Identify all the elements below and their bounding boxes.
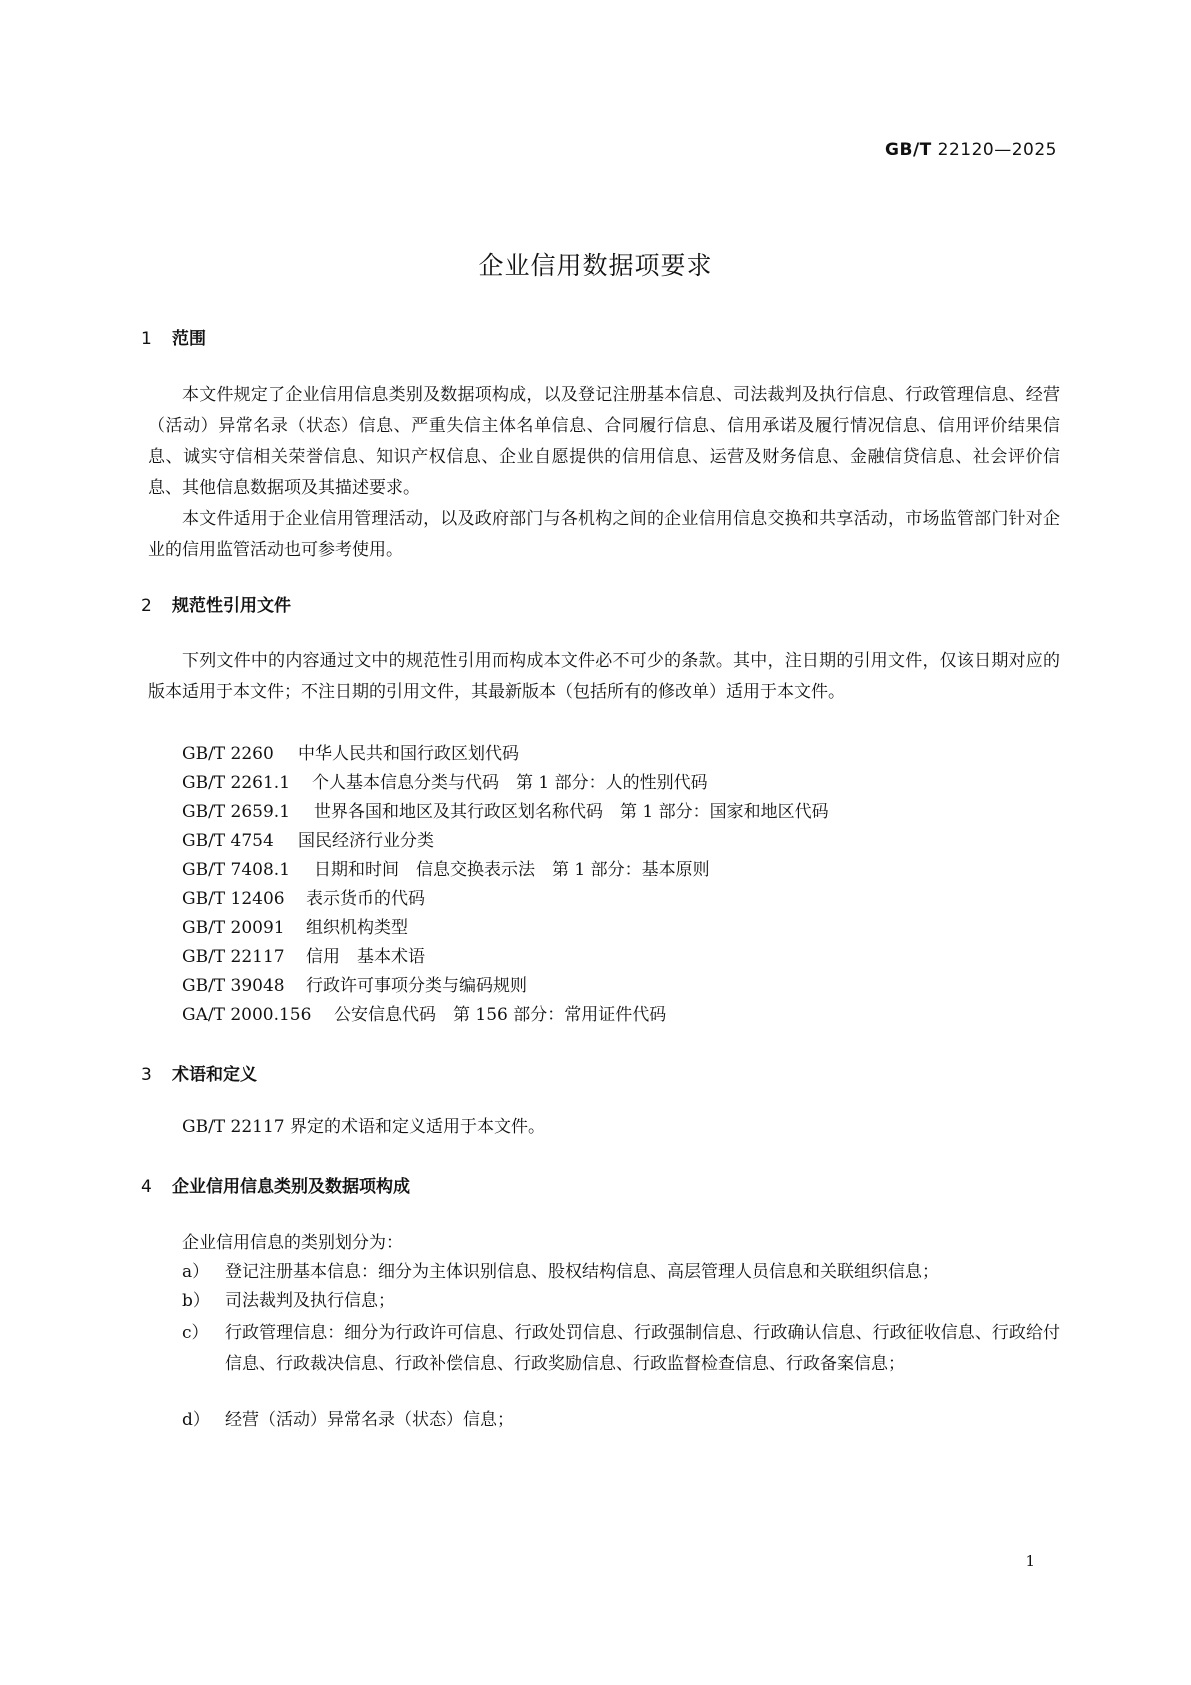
list-item	[182, 1286, 1060, 1317]
section-number: 2	[141, 596, 152, 616]
section-4-paragraph-1: 企业信用信息的类别划分为：	[182, 1233, 403, 1253]
section-3-heading	[141, 1060, 257, 1085]
standard-code	[885, 140, 1057, 160]
page-number: 1	[1025, 1552, 1035, 1570]
list-marker: b）	[182, 1291, 210, 1311]
reference-code: GB/T 22117	[182, 947, 285, 967]
section-1-paragraph-2: 本文件适用于企业信用管理活动，以及政府部门与各机构之间的企业信用信息交换和共享活动，市场监管部门针对企业的信用监管活动也可参考使用。	[148, 509, 1060, 560]
section-number: 4	[141, 1177, 152, 1197]
reference-item	[182, 913, 408, 944]
reference-code: GB/T 39048	[182, 976, 285, 996]
section-4-heading	[141, 1172, 410, 1197]
reference-item	[182, 884, 425, 915]
list-item	[182, 1318, 1060, 1380]
reference-item	[182, 942, 425, 973]
reference-title: 日期和时间 信息交换表示法 第 1 部分：基本原则	[314, 860, 710, 880]
reference-item	[182, 739, 519, 770]
reference-title: 组织机构类型	[306, 918, 408, 938]
reference-code: GB/T 2260	[182, 744, 274, 764]
reference-title: 世界各国和地区及其行政区划名称代码 第 1 部分：国家和地区代码	[314, 802, 829, 822]
reference-title: 公安信息代码 第 156 部分：常用证件代码	[334, 1005, 667, 1025]
reference-title: 国民经济行业分类	[298, 831, 434, 851]
standard-code-number: 22120—2025	[937, 140, 1057, 160]
list-marker: d）	[182, 1410, 210, 1430]
list-item	[182, 1405, 1060, 1436]
section-2-paragraph-1: 下列文件中的内容通过文中的规范性引用而构成本文件必不可少的条款。其中，注日期的引用文件，仅该日期对应的版本适用于本文件；不注日期的引用文件，其最新版本（包括所有的修改单）适用于本文件。	[148, 651, 1060, 702]
section-title: 术语和定义	[172, 1065, 257, 1085]
reference-item	[182, 971, 527, 1002]
reference-code: GB/T 2261.1	[182, 773, 291, 793]
reference-item	[182, 855, 710, 886]
section-2-heading	[141, 591, 291, 616]
list-marker: a）	[182, 1262, 210, 1282]
section-title: 企业信用信息类别及数据项构成	[172, 1177, 410, 1197]
list-item-text: 登记注册基本信息：细分为主体识别信息、股权结构信息、高层管理人员信息和关联组织信息；	[225, 1262, 939, 1282]
reference-item	[182, 797, 829, 828]
section-title: 范围	[172, 329, 206, 349]
list-marker: c）	[182, 1323, 209, 1343]
section-1-paragraph-1: 本文件规定了企业信用信息类别及数据项构成，以及登记注册基本信息、司法裁判及执行信息、行政管理信息、经营（活动）异常名录（状态）信息、严重失信主体名单信息、合同履行信息、信用承诺及履行情况信息、信用评价结果信息、诚实守信相关荣誉信息、知识产权信息、企业自愿提供的信用信息、运营及财务信息、金融信贷信息、社会评价信息、其他信息数据项及其描述要求。	[148, 385, 1060, 498]
list-item-text: 经营（活动）异常名录（状态）信息；	[225, 1410, 514, 1430]
section-title: 规范性引用文件	[172, 596, 291, 616]
reference-code: GA/T 2000.156	[182, 1005, 312, 1025]
standard-code-prefix: GB/T	[885, 140, 932, 160]
reference-title: 个人基本信息分类与代码 第 1 部分：人的性别代码	[312, 773, 708, 793]
section-1-heading	[141, 324, 206, 349]
reference-code: GB/T 7408.1	[182, 860, 291, 880]
reference-code: GB/T 2659.1	[182, 802, 291, 822]
reference-title: 行政许可事项分类与编码规则	[306, 976, 527, 996]
list-item-text: 司法裁判及执行信息；	[225, 1291, 395, 1311]
list-item	[182, 1257, 1060, 1288]
reference-code: GB/T 20091	[182, 918, 285, 938]
reference-title: 信用 基本术语	[306, 947, 425, 967]
reference-title: 中华人民共和国行政区划代码	[298, 744, 519, 764]
reference-code: GB/T 4754	[182, 831, 274, 851]
reference-item	[182, 1000, 666, 1031]
document-title: 企业信用数据项要求	[478, 251, 713, 280]
section-number: 1	[141, 329, 152, 349]
section-number: 3	[141, 1065, 152, 1085]
section-3-paragraph-1: GB/T 22117 界定的术语和定义适用于本文件。	[182, 1117, 546, 1137]
reference-code: GB/T 12406	[182, 889, 285, 909]
reference-item	[182, 826, 434, 857]
reference-item	[182, 768, 708, 799]
reference-title: 表示货币的代码	[306, 889, 425, 909]
list-item-text: 行政管理信息：细分为行政许可信息、行政处罚信息、行政强制信息、行政确认信息、行政征收信息、行政给付信息、行政裁决信息、行政补偿信息、行政奖励信息、行政监督检查信息、行政备案信息；	[225, 1323, 1060, 1374]
